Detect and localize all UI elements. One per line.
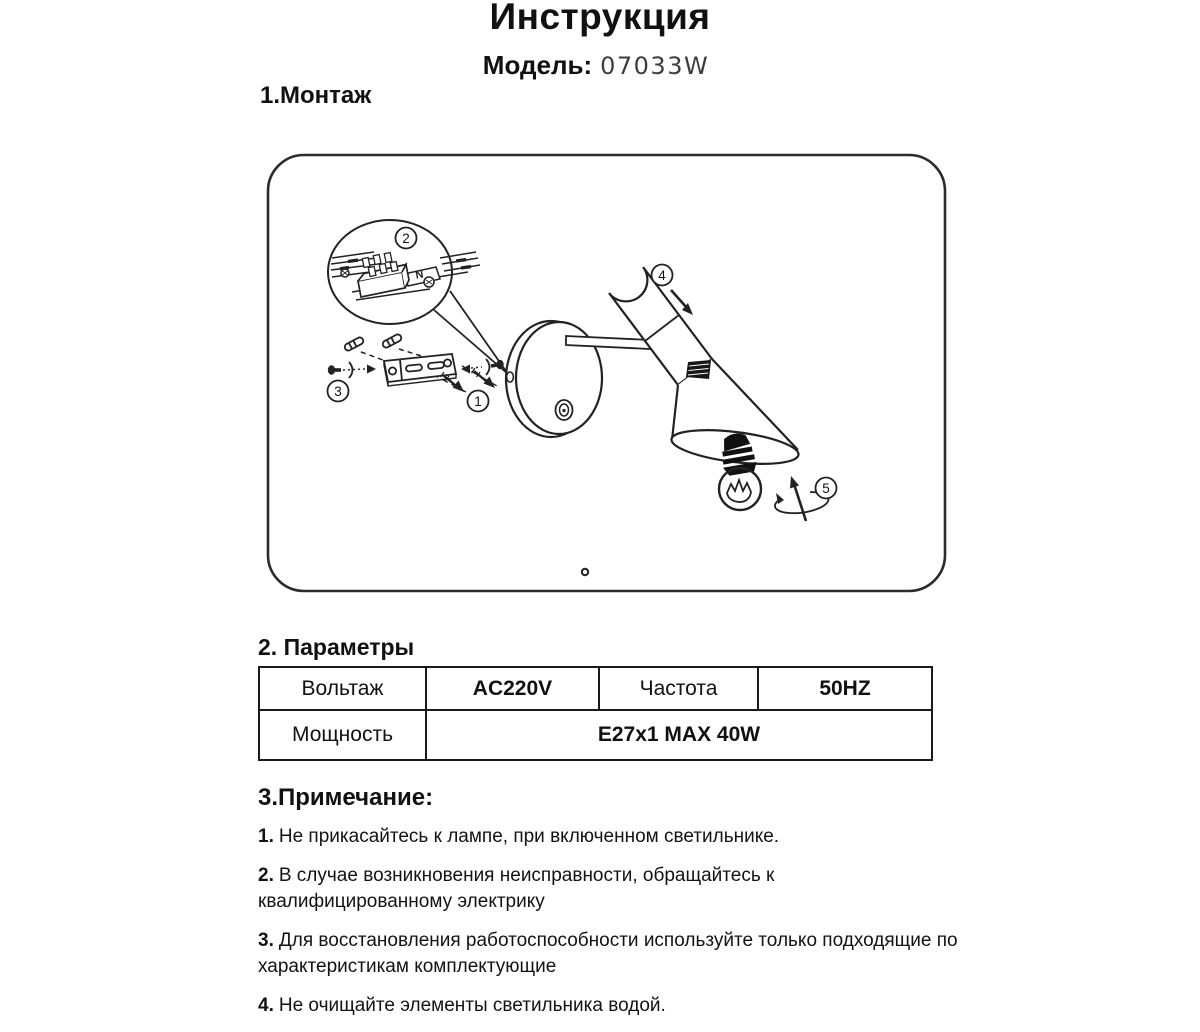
canopy-hole bbox=[507, 372, 514, 382]
shade-grip bbox=[686, 360, 711, 379]
note-text: Для восстановления работоспособности используйте только подходящие по характеристикам комплектующие bbox=[258, 930, 958, 977]
note-text: В случае возникновения неисправности, обращайтесь к квалифицированному электрику bbox=[258, 865, 775, 912]
step-3-badge bbox=[328, 381, 349, 402]
section-montage-heading: 1.Монтаж bbox=[260, 82, 372, 109]
note-number: 3. bbox=[258, 930, 274, 951]
svg-text:5: 5 bbox=[822, 481, 830, 496]
voltage-label: Вольтаж bbox=[259, 667, 426, 710]
voltage-value: AC220V bbox=[426, 667, 599, 710]
params-row-power bbox=[259, 710, 932, 760]
section-notes-heading: 3.Примечание: bbox=[258, 784, 434, 811]
svg-text:2: 2 bbox=[402, 231, 410, 246]
diagram-panel bbox=[268, 155, 945, 591]
params-row-voltage bbox=[259, 667, 932, 710]
notes-list bbox=[258, 824, 958, 1032]
step-4-badge bbox=[652, 265, 673, 286]
section-params-heading: 2. Параметры bbox=[258, 634, 415, 660]
power-value: E27x1 MAX 40W bbox=[426, 710, 932, 760]
svg-text:4: 4 bbox=[658, 268, 666, 283]
note-item-1 bbox=[258, 824, 958, 850]
power-label: Мощность bbox=[259, 710, 426, 760]
note-text: Не прикасайтесь к лампе, при включенном светильнике. bbox=[278, 826, 780, 847]
params-table bbox=[258, 666, 933, 761]
terminal-n-label: N bbox=[414, 268, 425, 282]
page-title: Инструкция bbox=[489, 0, 711, 37]
model-label: Модель: bbox=[482, 50, 593, 80]
frequency-value: 50HZ bbox=[758, 667, 932, 710]
step-2-badge bbox=[396, 228, 417, 249]
svg-text:1: 1 bbox=[474, 394, 482, 409]
note-text: Не очищайте элементы светильника водой. bbox=[278, 995, 666, 1016]
frequency-label: Частота bbox=[599, 667, 758, 710]
canopy-switch bbox=[556, 400, 573, 420]
note-number: 2. bbox=[258, 865, 274, 886]
svg-text:3: 3 bbox=[334, 384, 342, 399]
note-item-2 bbox=[258, 863, 958, 915]
note-number: 1. bbox=[258, 826, 274, 847]
step-1-badge bbox=[468, 391, 489, 412]
note-item-3 bbox=[258, 928, 958, 980]
model-line bbox=[0, 50, 1192, 81]
step-5-badge bbox=[816, 478, 837, 499]
model-value: 07033W bbox=[600, 52, 710, 80]
note-item-4 bbox=[258, 993, 958, 1019]
note-number: 4. bbox=[258, 995, 274, 1016]
